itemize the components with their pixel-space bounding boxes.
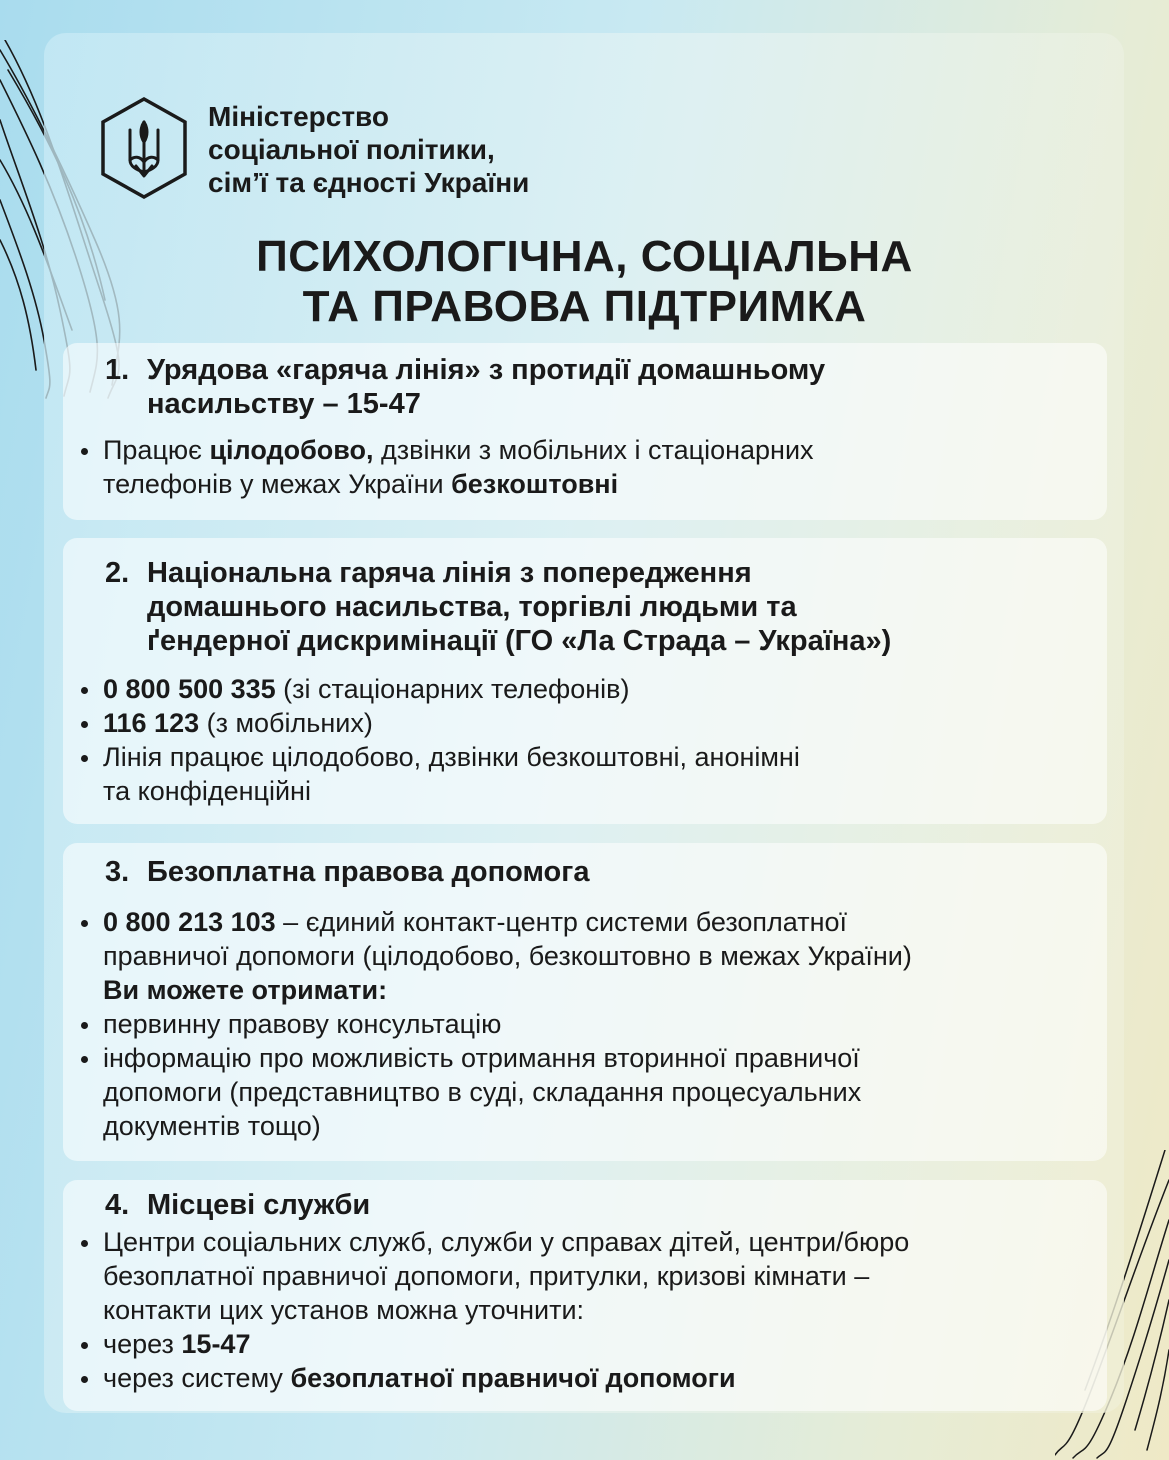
section-card-2 [63,538,1107,824]
item-text: Працює [103,435,210,465]
item-text: дзвінки з мобільних і стаціонарних [373,435,814,465]
item-bold-text: безкоштовні [451,469,619,499]
list-item [77,1007,1087,1041]
item-text: (з мобільних) [199,708,373,738]
item-text: безоплатної правничої допомоги, притулки, кризові кімнати – [103,1261,870,1291]
phone-number: 116 123 [103,708,200,738]
section-heading-text: Місцеві служби [147,1189,371,1221]
item-text: первинну правову консультацію [103,1009,502,1039]
ministry-line-1: Міністерство [208,101,389,132]
section-heading-3 [105,855,1087,889]
item-text: контакти цих установ можна уточнити: [103,1295,585,1325]
item-text: допомоги (представництво в суді, складання процесуальних [103,1077,862,1107]
list-item [77,1041,1087,1143]
item-text: – єдиний контакт-центр системи безоплатної [275,907,848,937]
section-heading-1 [105,353,1087,421]
item-bold-text: цілодобово, [209,435,374,465]
section-number: 1. [105,354,130,386]
ministry-name [208,100,728,199]
list-item [77,1327,1087,1361]
list-item [77,672,1087,706]
section-list-3 [77,905,1087,1143]
item-text: Центри соціальних служб, служби у справах дітей, центри/бюро [103,1227,910,1257]
item-text: інформацію про можливість отримання вторинної правничої [103,1043,860,1073]
list-item [77,905,1087,973]
section-heading-text: насильству – 15-47 [147,388,421,420]
section-heading-text: ґендерної дискримінації (ГО «Ла Страда – Україна») [147,625,892,657]
page-title-line-1: ПСИХОЛОГІЧНА, СОЦІАЛЬНА [256,232,913,281]
item-text: через [103,1329,182,1359]
section-card-1 [63,343,1107,520]
item-text: правничої допомоги (цілодобово, безкоштовно в межах України) [103,941,912,971]
list-item [77,1225,1087,1327]
ministry-line-2: соціальної політики, [208,134,495,165]
section-list-2 [77,672,1087,808]
item-text: та конфіденційні [103,776,311,806]
item-text: Ви можете отримати: [103,975,388,1005]
list-subheading [77,973,1087,1007]
item-bold-text: безоплатної правничої допомоги [290,1363,736,1393]
section-card-4 [63,1180,1107,1411]
item-text: телефонів у межах України [103,469,452,499]
ministry-line-3: сім’ї та єдності України [208,167,530,198]
section-card-3 [63,843,1107,1161]
section-list-1 [77,433,1087,501]
section-heading-2 [105,556,1087,658]
item-text: Лінія працює цілодобово, дзвінки безкоштовні, анонімні [103,742,800,772]
list-item [77,1361,1087,1395]
section-heading-text: Безоплатна правова допомога [147,856,590,888]
phone-number: 0 800 500 335 [103,674,276,704]
item-text: через систему [103,1363,291,1393]
item-text: (зі стаціонарних телефонів) [275,674,630,704]
list-item [77,740,1087,808]
section-heading-text: Урядова «гаряча лінія» з протидії домашньому [147,354,826,386]
section-number: 3. [105,856,130,888]
section-heading-text: Національна гаряча лінія з попередження [147,557,752,589]
trident-hexagon-icon [100,96,188,200]
section-heading-text: домашнього насильства, торгівлі людьми та [147,591,797,623]
section-number: 2. [105,557,130,589]
phone-number: 15-47 [181,1329,251,1359]
list-item [77,433,1087,501]
page-title [0,232,1169,332]
item-text: документів тощо) [103,1111,321,1141]
section-list-4 [77,1225,1087,1395]
section-number: 4. [105,1189,130,1221]
phone-number: 0 800 213 103 [103,907,276,937]
section-heading-4 [105,1188,1087,1222]
list-item [77,706,1087,740]
page-title-line-2: ТА ПРАВОВА ПІДТРИМКА [302,282,867,331]
